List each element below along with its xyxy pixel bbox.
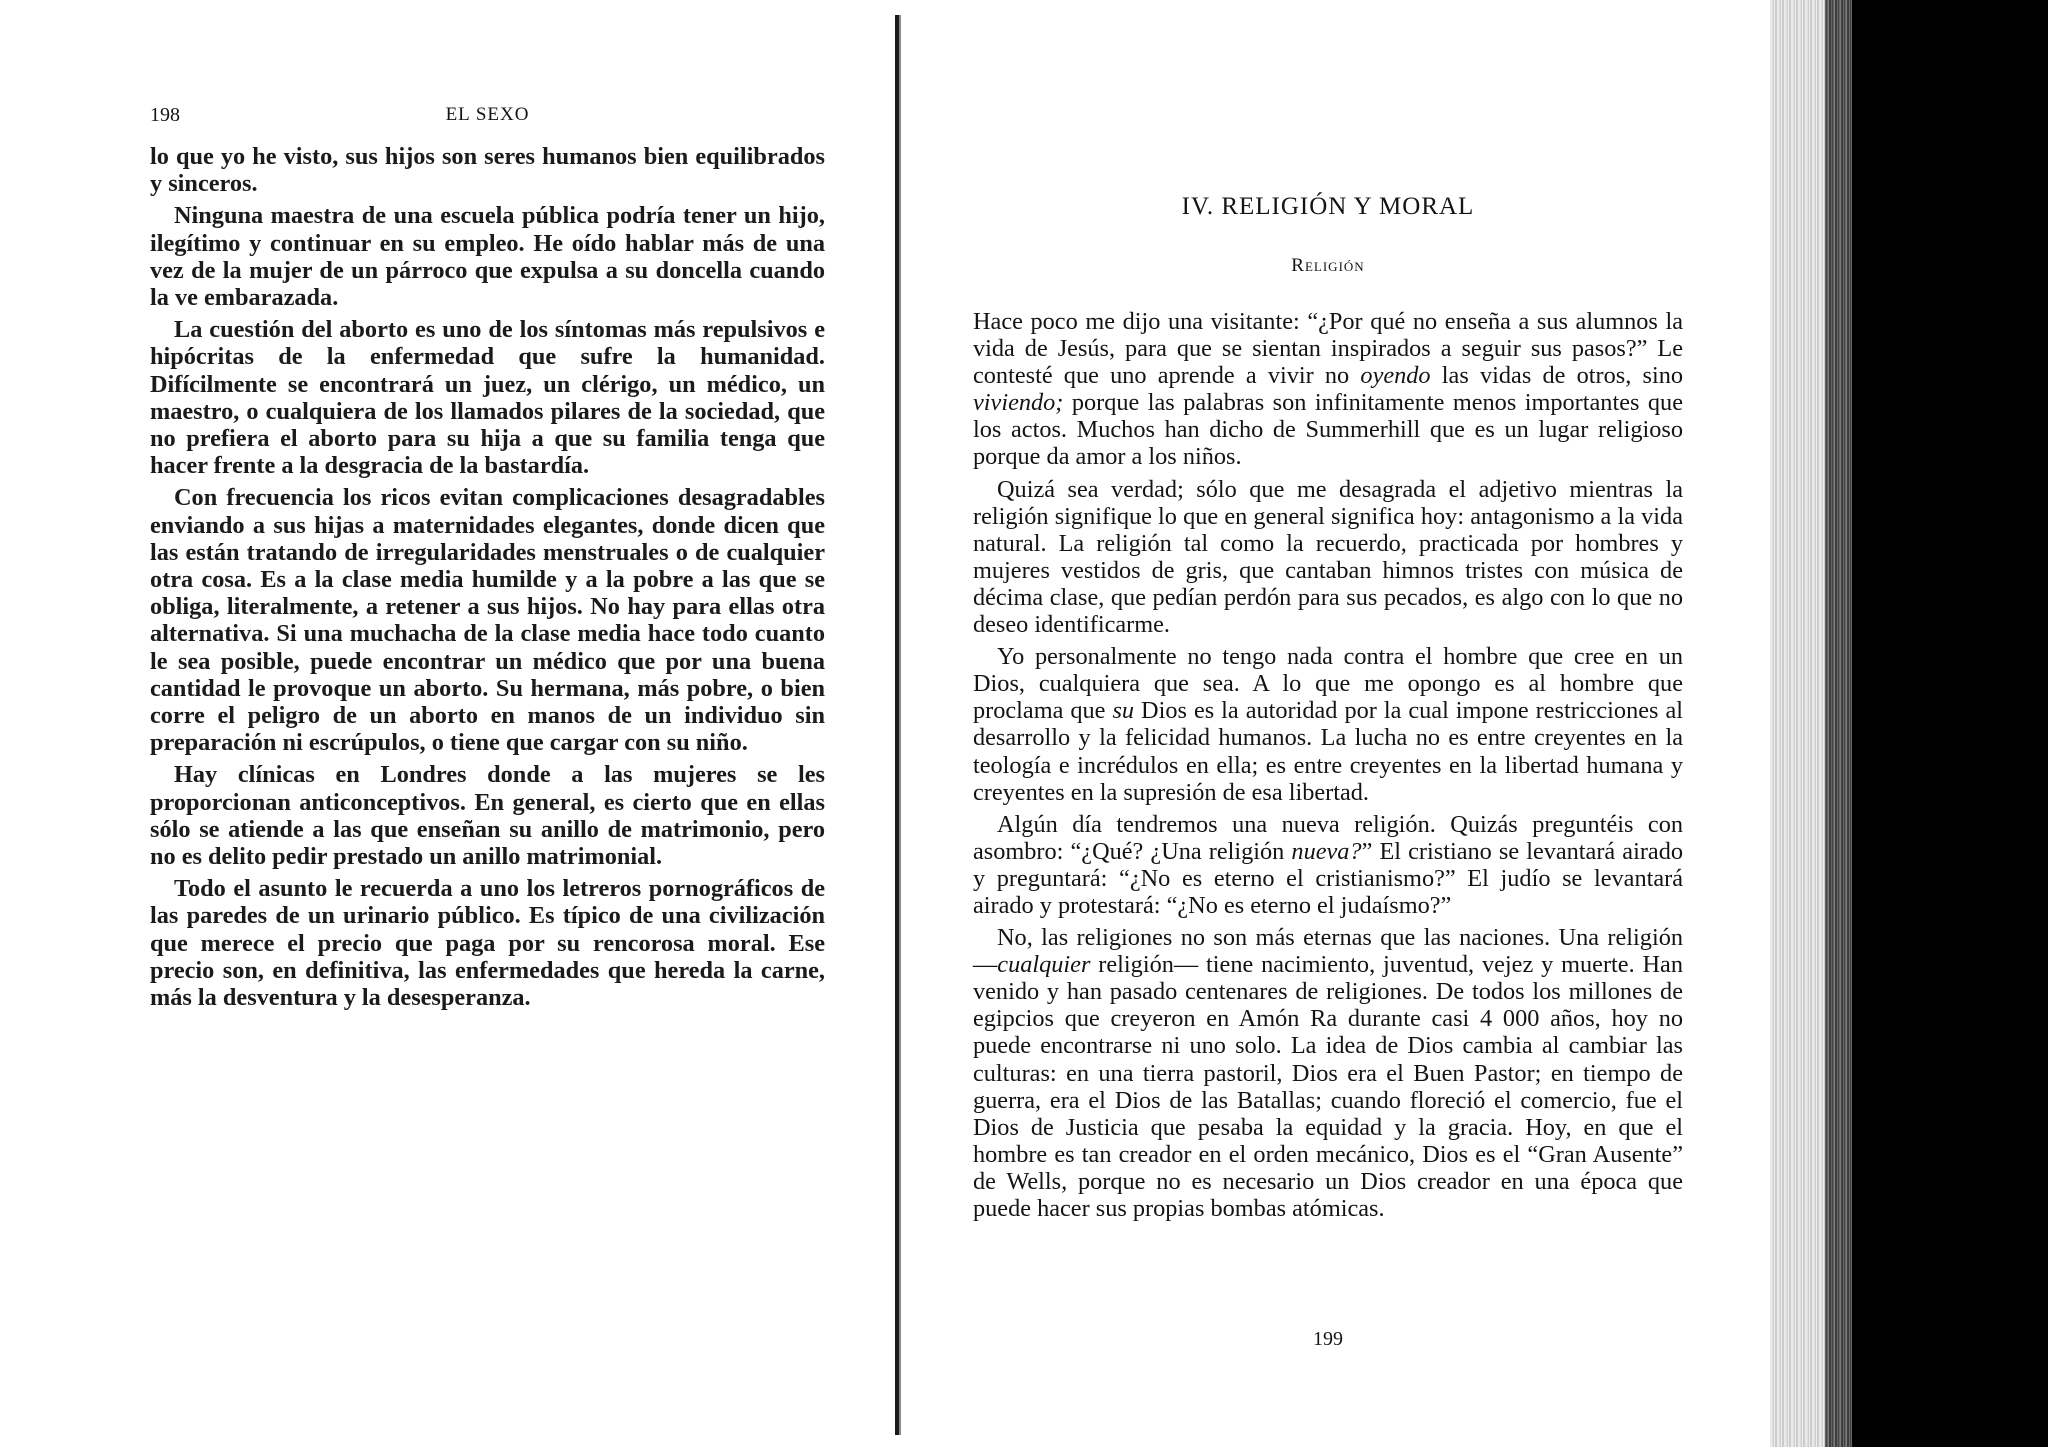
text-run: Dios es la autoridad por la cual impone restricciones al desarrollo y la felicidad humanos. La lucha no es entre creyentes en la teología e incrédulos en ella; es entre creyentes en la libertad humana y creyentes en la supresión de esa libertad. (973, 697, 1683, 806)
italic-run: cualquier (997, 951, 1091, 979)
paragraph: Con frecuencia los ricos evitan complicaciones desagradables enviando a sus hijas a maternidades elegantes, donde dicen que las están tratando de irregularidades menstruales o de cualquier otra cosa. Es a la clase media humilde y a la pobre a las que se obliga, literalmente, a retener a sus hijos. No hay para ellas otra alternativa. Si una muchacha de la clase media hace todo cuanto le sea posible, puede encontrar un médico que por una buena cantidad le provoque un aborto. Su hermana, más pobre, o bien corre el peligro de un aborto en manos de un individuo sin preparación ni escrúpulos, o tiene que cargar con su niño. (150, 484, 825, 757)
paragraph (973, 643, 1683, 806)
left-page-body (150, 143, 825, 1016)
paragraph: lo que yo he visto, sus hijos son seres humanos bien equilibrados y sinceros. (150, 143, 825, 198)
text-run: religión— tiene nacimiento, juventud, vejez y muerte. Han venido y han pasado centenares de religiones. De todos los millones de egipcios que creyeron en Amón Ra durante casi 4 000 años, hoy no puede encontrarse ni uno solo. La idea de Dios cambia al cambiar las culturas: en una tierra pastoril, Dios era el Buen Pastor; en tiempo de guerra, era el Dios de las Batallas; cuando floreció el comercio, fue el Dios de Justicia que pesaba la equidad y la gracia. Hoy, en que el hombre es tan creador en el orden mecánico, Dios es el “Gran Ausente” de Wells, porque no es necesario un Dios creador en una época que puede hacer sus propias bombas atómicas. (973, 951, 1683, 1222)
left-page-number: 198 (150, 104, 180, 126)
right-page-body (973, 308, 1683, 1227)
section-title: Religión (1291, 255, 1365, 276)
chapter-title: IV. RELIGIÓN Y MORAL (1181, 193, 1475, 220)
italic-run: viviendo; (973, 389, 1064, 417)
italic-run: nueva? (1291, 837, 1362, 865)
paragraph (973, 924, 1683, 1222)
scan-edge-shadow (1825, 0, 1853, 1447)
left-running-head (150, 104, 825, 128)
text-run: Algún día tendremos una nueva religión. Quizás preguntéis con asombro: “¿Qué? ¿Una religión (973, 810, 1683, 865)
right-page-number: 199 (1313, 1328, 1343, 1350)
paragraph: La cuestión del aborto es uno de los síntomas más repulsivos e hipócritas de la enfermedad que sufre la humanidad. Difícilmente se encontrará un juez, un clérigo, un médico, un maestro, o cualquiera de los llamados pilares de la sociedad, que no prefiera el aborto para su hija a que su familia tenga que hacer frente a la desgracia de la bastardía. (150, 316, 825, 480)
italic-run: su (1112, 697, 1135, 725)
paragraph (973, 811, 1683, 919)
paragraph: Quizá sea verdad; sólo que me desagrada el adjetivo mientras la religión signifique lo que en general significa hoy: antagonismo a la vida natural. La religión tal como la recuerdo, practicada por hombres y mujeres vestidos de gris, que cantaban himnos tristes con música de décima clase, que pedían perdón para sus pecados, es algo con lo que no deseo identificarme. (973, 475, 1683, 639)
paragraph (973, 308, 1683, 471)
text-run: porque las palabras son infinitamente menos importantes que los actos. Muchos han dicho de Summerhill que es un lugar religioso porque da amor a los niños. (973, 389, 1683, 471)
book-gutter-shadow (899, 15, 901, 1435)
scan-edge-black (1852, 0, 2048, 1447)
text-run: ” El cristiano se levantará airado y preguntará: “¿No es eterno el cristianismo?” El judío se levantará airado y protestará: “¿No es eterno el judaísmo?” (973, 837, 1684, 919)
paragraph: Ninguna maestra de una escuela pública podría tener un hijo, ilegítimo y continuar en su empleo. He oído hablar más de una vez de la mujer de un párroco que expulsa a su doncella cuando la ve embarazada. (150, 202, 825, 312)
text-run: Hace poco me dijo una visitante: “¿Por qué no enseña a sus alumnos la vida de Jesús, para que se sientan inspirados a seguir sus pasos?” Le contesté que uno aprende a vivir no (973, 308, 1683, 390)
text-run: Yo personalmente no tengo nada contra el hombre que cree en un Dios, cualquiera que sea. A lo que me opongo es al hombre que proclama que (973, 643, 1683, 725)
text-run: No, las religiones no son más eternas que las naciones. Una religión — (973, 924, 1683, 979)
text-run: las vidas de otros, sino (1430, 362, 1683, 390)
running-title: EL SEXO (445, 104, 530, 125)
italic-run: oyendo (1360, 362, 1431, 390)
paragraph: Todo el asunto le recuerda a uno los letreros pornográficos de las paredes de un urinario público. Es típico de una civilización que merece el precio que paga por su rencorosa moral. Ese precio son, en definitiva, las enfermedades que hereda la carne, más la desventura y la desesperanza. (150, 875, 825, 1012)
paragraph: Hay clínicas en Londres donde a las mujeres se les proporcionan anticonceptivos. En general, es cierto que en ellas sólo se atiende a las que enseñan su anillo de matrimonio, pero no es delito pedir prestado un anillo matrimonial. (150, 761, 825, 871)
